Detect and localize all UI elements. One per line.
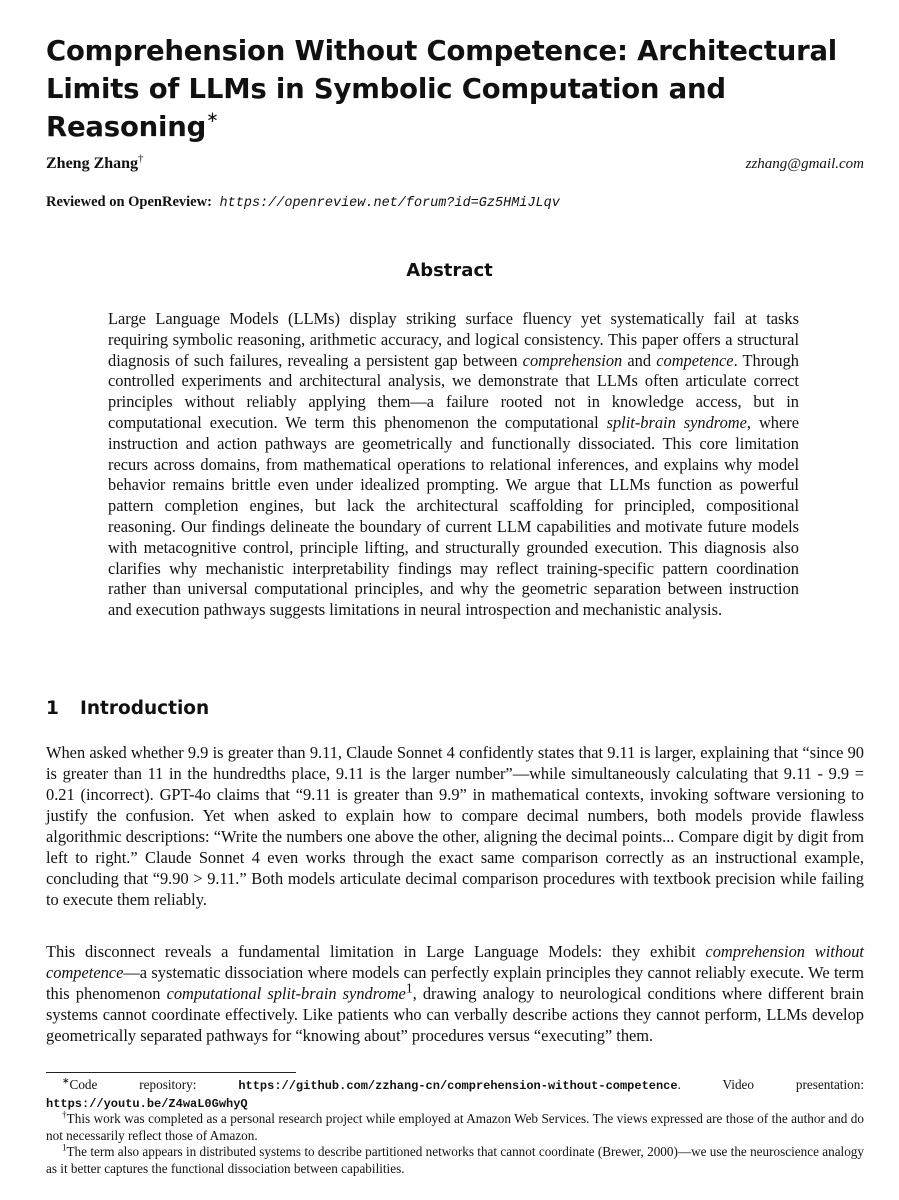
footnote-text: The term also appears in distributed systems to describe partitioned networks that cannot coordinate (Brewer, 2000)—we use the neuroscience analogy as it better captures the functional dissociation between capabilities. — [46, 1144, 864, 1176]
footnote-text: Code repository: — [69, 1077, 239, 1092]
section-heading-introduction — [46, 698, 209, 719]
abstract-emphasis: split-brain syndrome — [606, 412, 747, 432]
footnote-1-mark[interactable]: 1 — [405, 980, 413, 996]
abstract-heading: Abstract — [406, 260, 493, 281]
paper-title-text: Comprehension Without Competence: Architectural Limits of LLMs in Symbolic Computation and Reasoning — [46, 35, 838, 143]
abstract-emphasis: comprehension — [522, 350, 623, 370]
footnote-mark: † — [62, 1109, 67, 1120]
footnote-divider — [46, 1072, 296, 1073]
footnote-code-repository — [46, 1077, 864, 1112]
abstract-text: . Through controlled experiments and architectural analysis, we demonstrate that LLMs often articulate correct principles without reliably applying them—a failure rooted not in knowledge access, but in computational execution. We term this phenomenon the computational — [108, 350, 799, 432]
abstract-emphasis: competence — [656, 350, 734, 370]
review-url-link[interactable]: https://openreview.net/forum?id=Gz5HMiJLqv — [219, 196, 560, 211]
intro-paragraph-2 — [46, 941, 864, 1046]
footnote-text: . Video presentation: — [677, 1077, 864, 1092]
abstract-text: Large Language Models (LLMs) display striking surface fluency yet systematically fail at tasks requiring symbolic reasoning, arithmetic accuracy, and logical consistency. This paper offers a structural diagnosis of such failures, revealing a persistent gap between — [108, 309, 799, 370]
author-footnote-mark[interactable]: † — [138, 152, 144, 165]
author-block — [46, 152, 864, 177]
video-presentation-link[interactable]: https://youtu.be/Z4waL0GwhyQ — [46, 1096, 248, 1111]
author-name — [46, 152, 144, 173]
footnote-mark: 1 — [62, 1142, 67, 1153]
section-number: 1 — [46, 698, 59, 719]
paragraph-text: , drawing analogy to neurological conditions where different brain systems cannot coordinate effectively. Like patients who can verbally describe actions they cannot perform, LLMs develop geometrically separated pathways for “knowing about” procedures versus “executing” them. — [46, 984, 864, 1045]
abstract-text: , where instruction and action pathways are geometrically and functionally dissociated. This core limitation recurs across domains, from mathematical operations to relational inferences, and explains why model behavior remains brittle even under idealized prompting. We argue that LLMs function as powerful pattern completion engines, but lack the architectural scaffolding for principled, compositional reasoning. Our findings delineate the boundary of current LLM capabilities and motivate future models with metacognitive control, principle lifting, and structurally grounded execution. This diagnosis also clarifies why mechanistic interpretability findings may reflect training-specific pattern coordination rather than universal computational principles, and why the geometric separation between instruction and execution pathways suggests limitations in neural introspection and mechanistic analysis. — [108, 412, 799, 620]
intro-paragraph-1: When asked whether 9.9 is greater than 9.11, Claude Sonnet 4 confidently states that 9.11 is larger, explaining that “since 90 is greater than 11 in the hundredths place, 9.11 is the larger number”—while simultaneously calculating that 9.11 - 9.9 = 0.21 (incorrect). GPT-4o claims that “9.11 is greater than 9.9” in mathematical contexts, invoking software versioning to justify the confusion. Yet when asked to explain how to compare decimal numbers, both models provide flawless algorithmic descriptions: “Write the numbers one above the other, aligning the decimal points... Compare digit by digit from left to right.” Claude Sonnet 4 even works through the exact same comparison correctly as an instructional example, concluding that “9.90 > 9.11.” Both models articulate decimal comparison procedures with textbook precision while failing to execute them reliably. — [46, 743, 864, 909]
section-title: Introduction — [80, 698, 210, 719]
abstract-body — [108, 309, 799, 621]
paragraph-emphasis: comprehension without competence — [46, 942, 864, 982]
paragraph-text: This disconnect reveals a fundamental limitation in Large Language Models: they exhibit — [46, 942, 706, 961]
paper-title — [46, 32, 876, 146]
code-repository-link[interactable]: https://github.com/zzhang-cn/comprehension-without-competence — [238, 1079, 678, 1093]
review-line — [46, 194, 560, 211]
title-footnote-mark[interactable]: ∗ — [206, 108, 219, 126]
paragraph-emphasis: computational split-brain syndrome — [166, 984, 406, 1003]
abstract-text: and — [622, 350, 657, 370]
footnote-split-brain-term — [46, 1144, 864, 1177]
author-email[interactable]: zzhang@gmail.com — [745, 156, 864, 172]
footnote-text: This work was completed as a personal research project while employed at Amazon Web Services. The views expressed are those of the author and do not necessarily reflect those of Amazon. — [46, 1111, 864, 1143]
author-name-text: Zheng Zhang — [46, 155, 139, 172]
paragraph-text: —a systematic dissociation where models can perfectly explain principles they cannot reliably execute. We term this phenomenon — [46, 963, 864, 1003]
footnote-affiliation — [46, 1111, 864, 1144]
footnote-mark: ∗ — [62, 1075, 70, 1086]
review-label: Reviewed on OpenReview: — [46, 194, 212, 210]
